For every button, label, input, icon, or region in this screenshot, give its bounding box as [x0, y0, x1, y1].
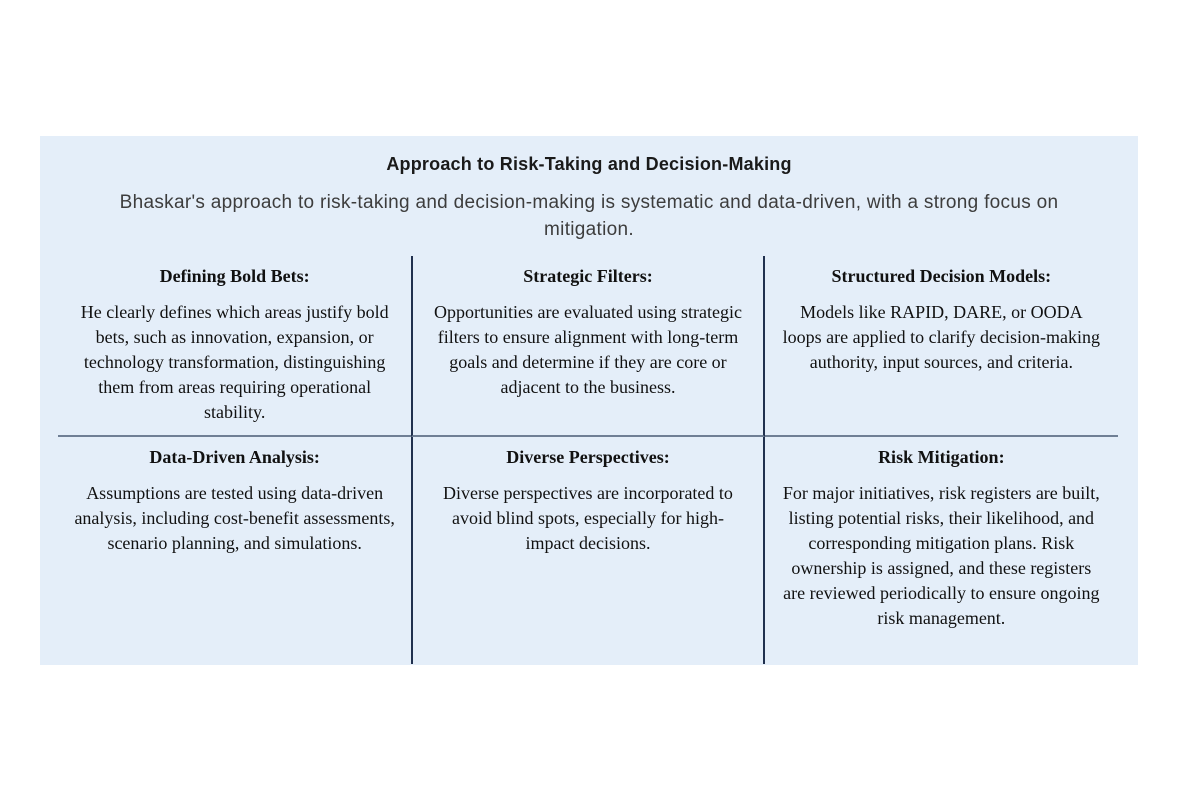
cell-body: Diverse perspectives are incorporated to avoid blind spots, especially for high-impact decisions. [443, 483, 733, 553]
cell-data-driven-analysis [58, 437, 411, 664]
info-grid [58, 256, 1118, 664]
cell-heading: Data-Driven Analysis: [149, 447, 320, 467]
cell-body: Models like RAPID, DARE, or OODA loops are applied to clarify decision-making authority, input sources, and criteria. [782, 302, 1101, 372]
cell-body: Assumptions are tested using data-driven analysis, including cost-benefit assessments, scenario planning, and simulations. [74, 483, 395, 553]
cell-heading: Risk Mitigation: [878, 447, 1005, 467]
cell-body: For major initiatives, risk registers are built, listing potential risks, their likelihood, and corresponding mitigation plans. Risk ownership is assigned, and these registers are reviewed periodically to ensure ongoing risk management. [782, 483, 1100, 628]
panel-subtitle: Bhaskar's approach to risk-taking and decision-making is systematic and data-driven, with a strong focus on mitigation. [119, 192, 1059, 240]
cell-body: Opportunities are evaluated using strategic filters to ensure alignment with long-term goals and determine if they are core or adjacent to the business. [434, 302, 742, 397]
cell-diverse-perspectives [411, 437, 764, 664]
cell-structured-decision-models [765, 256, 1118, 437]
cell-defining-bold-bets [58, 256, 411, 437]
cell-heading: Structured Decision Models: [831, 266, 1052, 286]
page-title: Approach to Risk-Taking and Decision-Making [386, 154, 792, 174]
cell-heading: Defining Bold Bets: [159, 266, 310, 286]
cell-strategic-filters [411, 256, 764, 437]
cell-heading: Diverse Perspectives: [506, 447, 670, 467]
cell-body: He clearly defines which areas justify bold bets, such as innovation, expansion, or technology transformation, distinguishing them from areas requiring operational stability. [80, 302, 389, 422]
cell-risk-mitigation [765, 437, 1118, 664]
cell-heading: Strategic Filters: [523, 266, 653, 286]
risk-approach-panel [40, 136, 1138, 665]
